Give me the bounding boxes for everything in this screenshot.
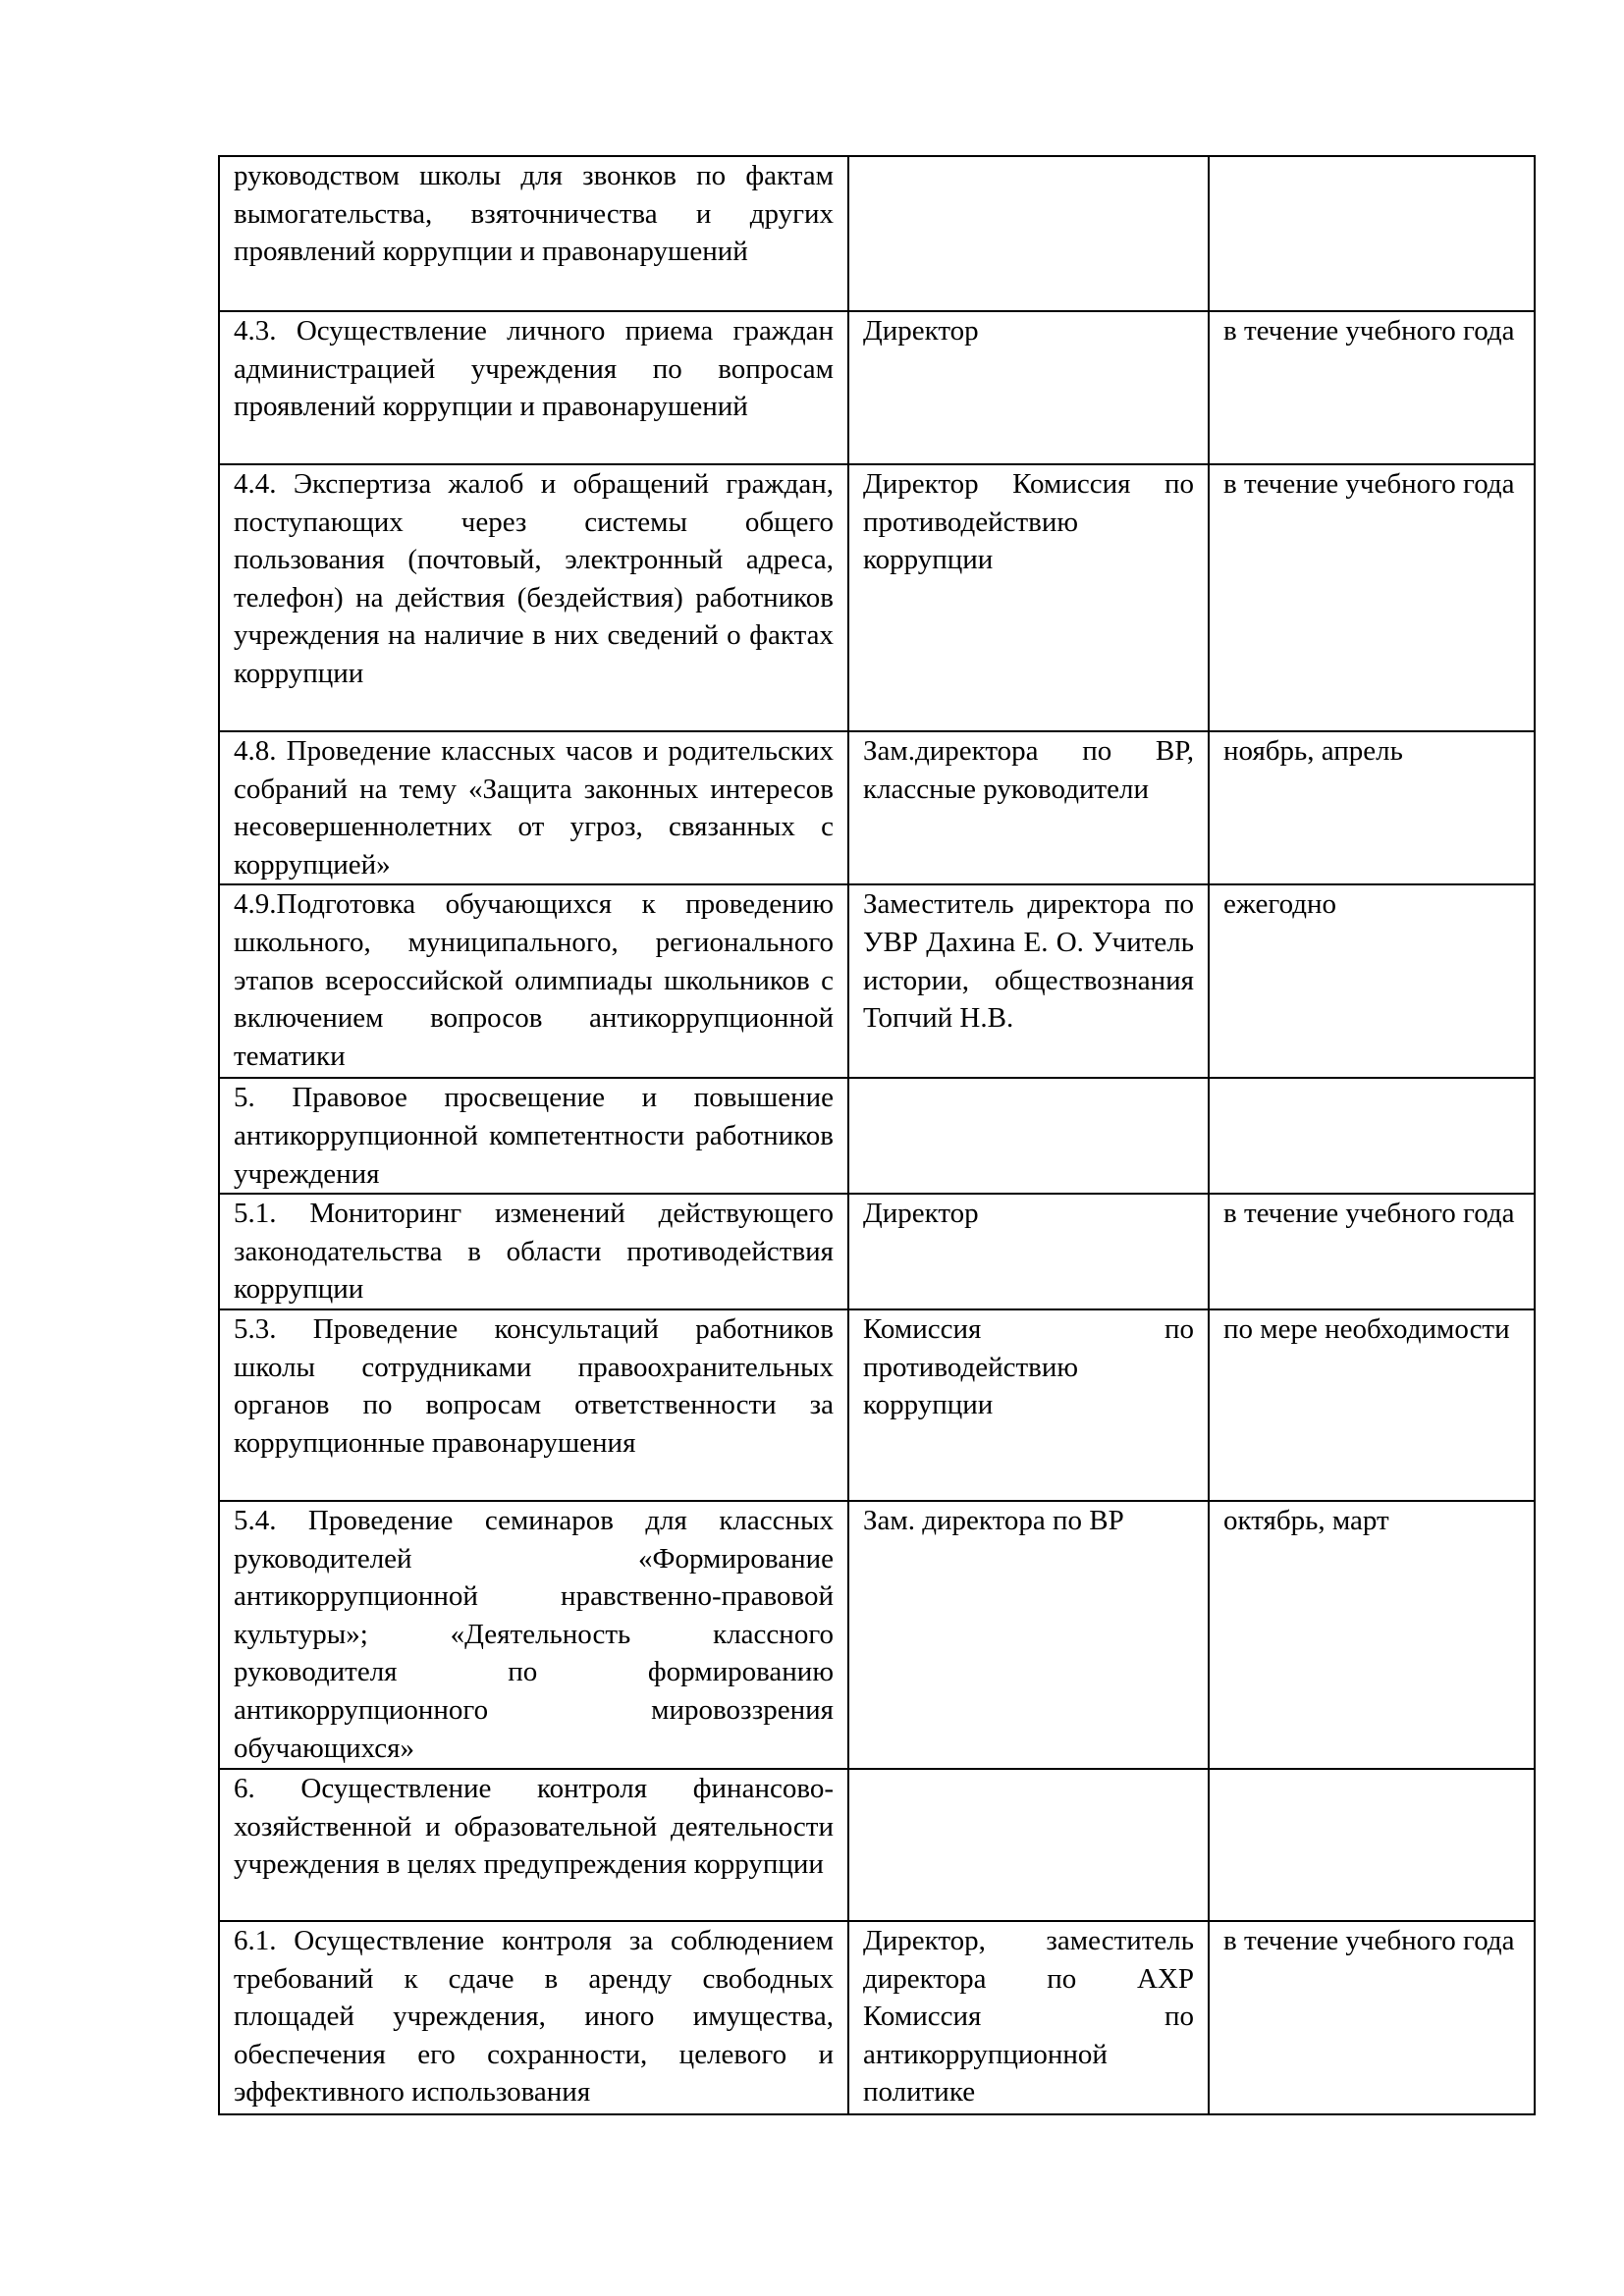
table-row [219,156,1535,311]
deadline-cell: ежегодно [1209,884,1535,1078]
table-row [219,884,1535,1078]
deadline-cell: октябрь, март [1209,1501,1535,1769]
deadline-cell: по мере необходимости [1209,1309,1535,1501]
table-row [219,1194,1535,1309]
responsible-cell: Директор [848,311,1209,464]
responsible-cell [848,1769,1209,1921]
responsible-cell: Зам. директора по ВР [848,1501,1209,1769]
table-row [219,1921,1535,2114]
activity-cell: 5.4. Проведение семинаров для классных руководителей «Формирование антикоррупционной нравственно-правовой культуры»; «Деятельность классного руководителя по формированию антикоррупционного мировоззрения обучающихся» [219,1501,848,1769]
activity-cell: руководством школы для звонков по фактам вымогательства, взяточничества и других проявлений коррупции и правонарушений [219,156,848,311]
anticorruption-plan-table [218,155,1536,2115]
table-row [219,464,1535,731]
table-row [219,1309,1535,1501]
section-heading-cell: 6. Осуществление контроля финансово-хозяйственной и образовательной деятельности учреждения в целях предупреждения коррупции [219,1769,848,1921]
table-row [219,731,1535,884]
section-heading-cell: 5. Правовое просвещение и повышение антикоррупционной компетентности работников учреждения [219,1078,848,1194]
activity-cell: 4.3. Осуществление личного приема граждан администрацией учреждения по вопросам проявлений коррупции и правонарушений [219,311,848,464]
deadline-cell [1209,156,1535,311]
activity-cell: 4.4. Экспертиза жалоб и обращений граждан, поступающих через системы общего пользования (почтовый, электронный адреса, телефон) на действия (бездействия) работников учреждения на наличие в них сведений о фактах коррупции [219,464,848,731]
table-row [219,1769,1535,1921]
responsible-cell [848,1078,1209,1194]
deadline-cell: в течение учебного года [1209,1194,1535,1309]
deadline-cell [1209,1078,1535,1194]
table-row [219,1078,1535,1194]
table-row [219,311,1535,464]
responsible-cell: Директор [848,1194,1209,1309]
responsible-cell: Директор Комиссия по противодействию коррупции [848,464,1209,731]
deadline-cell: в течение учебного года [1209,311,1535,464]
deadline-cell: в течение учебного года [1209,464,1535,731]
responsible-cell: Директор, заместитель директора по АХР Комиссия по антикоррупционной политике [848,1921,1209,2114]
responsible-cell: Зам.директора по ВР, классные руководители [848,731,1209,884]
responsible-cell: Заместитель директора по УВР Дахина Е. О. Учитель истории, обществознания Топчий Н.В. [848,884,1209,1078]
activity-cell: 4.8. Проведение классных часов и родительских собраний на тему «Защита законных интересов несовершеннолетних от угроз, связанных с коррупцией» [219,731,848,884]
responsible-cell: Комиссия по противодействию коррупции [848,1309,1209,1501]
activity-cell: 4.9.Подготовка обучающихся к проведению школьного, муниципального, регионального этапов всероссийской олимпиады школьников с включением вопросов антикоррупционной тематики [219,884,848,1078]
table-row [219,1501,1535,1769]
deadline-cell: в течение учебного года [1209,1921,1535,2114]
activity-cell: 6.1. Осуществление контроля за соблюдением требований к сдаче в аренду свободных площадей учреждения, иного имущества, обеспечения его сохранности, целевого и эффективного использования [219,1921,848,2114]
activity-cell: 5.1. Мониторинг изменений действующего законодательства в области противодействия коррупции [219,1194,848,1309]
responsible-cell [848,156,1209,311]
deadline-cell [1209,1769,1535,1921]
activity-cell: 5.3. Проведение консультаций работников школы сотрудниками правоохранительных органов по вопросам ответственности за коррупционные правонарушения [219,1309,848,1501]
deadline-cell: ноябрь, апрель [1209,731,1535,884]
